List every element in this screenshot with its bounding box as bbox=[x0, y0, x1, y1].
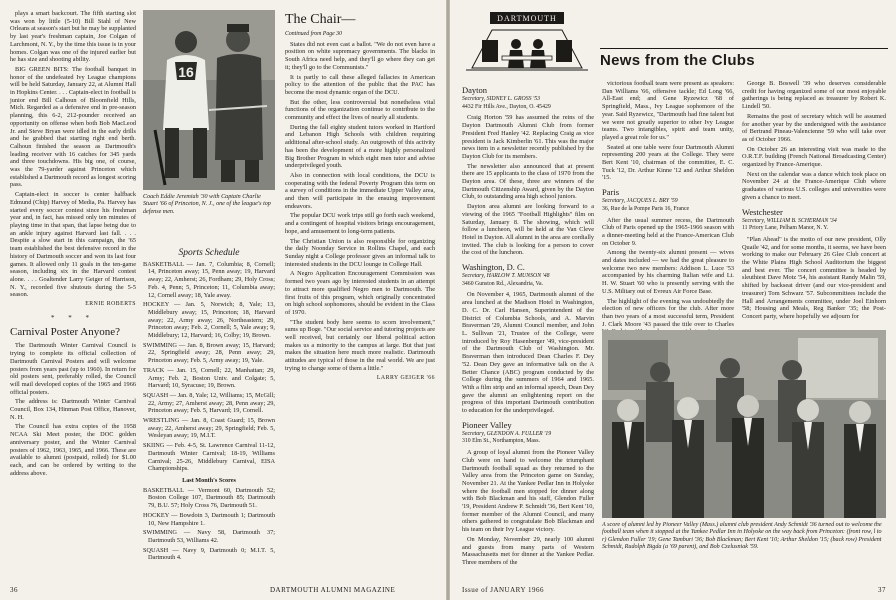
paragraph: On Monday, November 29, nearly 100 alumni and guests from many parts of Western Massachusetts met for dinner at the Yankee Pedlar. Three members of the bbox=[462, 535, 594, 566]
right-column-2 bbox=[602, 80, 734, 328]
club-heading-washington: Washington, D. C. bbox=[462, 262, 525, 273]
paragraph: Captain-elect in soccer is center halfback Edmund (Chip) Harvey of Media, Pa. Harvey has started every soccer contest since his freshman year and, in fact, has missed only ten minutes of playing time in that span, that lapse being due to an ankle injury against Harvard last fall. . . . Despite a slow start in this campaign, the '65 team established the best defensive record in the history of Dartmouth soccer and won its last four games. It allowed only 11 goals in the ten-game season, including six in the Harvard contest alone. . . . Goaltender Larry Geiger of Harrison, N. Y., recorded five shutouts during the 5-5 season. bbox=[10, 191, 136, 299]
paragraph: But the other, less controversial but nonetheless vital functions of the organization continue to contribute to the community and effect the lives of nearly all students. bbox=[285, 98, 435, 122]
issue-date: Issue of JANUARY 1966 bbox=[462, 586, 544, 594]
magazine-name: DARTMOUTH ALUMNI MAGAZINE bbox=[270, 586, 396, 594]
score-swimming: SWIMMING — Navy 58, Dartmouth 37; Dartmouth 53, Williams 42. bbox=[143, 529, 275, 544]
paragraph: During the fall eighty student tutors worked in Hartford and Lebanon High Schools with children requiring additional after-school study. An outgrowth of this activity has been the development of a more highly personalized Big Brother Program in which eight men tutor and advise underprivileged youth. bbox=[285, 123, 435, 170]
paragraph: Among the twenty-six alumni present — wives and dates included — we had the great pleasure to welcome two new members: Addison L. Luce '53 accompanied by his charming Italian wife and Lt. H. W. Stuart '60 who is presently serving with the U.S. Military out of Evreux Air Force Base. bbox=[602, 249, 734, 295]
club-secretary: Secretary, GLENDON A. FULLER '19 bbox=[462, 430, 552, 437]
left-column-1 bbox=[10, 10, 136, 590]
paragraph: The popular DCU work trips still go forth each weekend, and a contingent of hospital visitors brings encouragement, hope, and amusement to long-term patients. bbox=[285, 212, 435, 235]
schedule-basketball: BASKETBALL — Jan. 7, Columbia; 8, Cornell; 14, Princeton away; 15, Penn away; 19, Harvard away; 22, Amherst; 26, Fordham; 29, Holy Cross; Feb. 4, Penn; 5, Princeton; 11, Columbia away; 12, Cornell away; 18, Yale away. bbox=[143, 260, 275, 299]
masthead-illustration bbox=[462, 10, 592, 72]
left-page bbox=[0, 0, 446, 600]
club-heading-dayton: Dayton bbox=[462, 85, 488, 95]
club-secretary: Secretary, SIDNEY L. GROSS '53 bbox=[462, 96, 540, 102]
club-address: 4432 Fir Hills Ave., Dayton, O. 45429 bbox=[462, 103, 551, 110]
paragraph: "The student body here seems to scorn involvement," sums up Boge. "Our social service and tutoring projects are well received, but certainly our liberal political action makes us a minority to the campus at large. But that just makes the situation here much more realistic. Dartmouth attitudes are typical of those in the real world. We are just trying to change some of them a little." bbox=[285, 318, 435, 372]
page-number: 36 bbox=[10, 586, 18, 594]
paragraph: The Christian Union is also responsible for organizing the daily Noonday Service in Rollins Chapel, and each Sunday night a College professor gives an informal talk to interested students in the DCU lounge in College Hall. bbox=[285, 237, 435, 268]
schedule-skiing: SKIING — Feb. 4-5, St. Lawrence Carnival 11-12, Dartmouth Winter Carnival; 18-19, Williams Carnival; 25-26, Middlebury Carnival, EISA Championships. bbox=[143, 442, 275, 473]
scores-title: Last Month's Scores bbox=[182, 476, 236, 484]
schedule-track: TRACK — Jan. 15, Cornell; 22, Manhattan; 29, Army; Feb. 2, Boston Univ. and Colgate; 5, Harvard; 10, Syracuse; 19, Brown. bbox=[143, 366, 275, 390]
photo-caption: Coach Eddie Jeremiah '30 with Captain Charlie Stuart '66 of Princeton, N. J., one of the league's top defense men. bbox=[143, 194, 271, 215]
paragraph: Remains the post of secretary which will be assumed for another year by the undersigned with the assistance of Bertrand Pineau-Valencienne '59 who will take over as of October 1966. bbox=[742, 112, 886, 143]
alumni-group-photo bbox=[602, 330, 886, 518]
byline: ERNIE ROBERTS bbox=[85, 301, 136, 308]
paragraph: BIG GREEN BITS: The football banquet in honor of the undefeated Ivy League champions will be held Saturday, January 22, at Alumni Hall in Hopkins Center. . . . Captain-elect in football is junior end Bill Calhoun of Bloomfield Hills, Mich. Regarded as a defensive end in pre-season planning, this 6-2, 212-pounder received an opportunity on offense when both Bob MacLeod Jr. and Steve Bryan were idled in the early drills and he grabbed that starting right end berth. Calhoun finished the season as Dartmouth's leading receiver with 16 catches for 345 yards and three touchdowns. His big one, of course, was the 79-yarder against Princeton which established a Dartmouth record as longest scoring pass. bbox=[10, 65, 136, 189]
paragraph: On October 26 an interesting visit was made to the O.R.T.F. building (French National Broadcasting Center) organized by France-Amerique. bbox=[742, 145, 886, 169]
paragraph: Dayton area alumni are looking forward to a viewing of the 1965 "Football Highlights" film on Saturday, January 8. The showing, which will follow a luncheon, will be held at the Van Cleve Hotel in Dayton. All alumni in the area are cordially invited. The club is looking for a person to cover the cost of the luncheon. bbox=[462, 203, 594, 257]
paragraph: On November 4, 1965, Dartmouth alumni of the area lunched at the Madison Hotel in Washington, D. C. Dr. Carl Hansen, Superintendent of the District of Columbia Schools, and A. Marvin Braverman '29, Alumni Council member, and John L. Sullivan '21, Trustee of the College, were introduced by Roy Hasenberger '49, vice-president of the Dartmouth Club of Washington. Mr. Braverman then introduced Dean Charles F. Dey '52. Dean Dey gave an informative talk on the A Better Chance (ABC) program conducted by the College during the summers of 1964 and 1965. With a film strip and an informal speech, Dean Dey gave the alumni an enlightening report on the progress of this important Dartmouth contribution to education for the underprivileged. bbox=[462, 291, 594, 415]
schedule-wrestling: WRESTLING — Jan. 8, Coast Guard; 15, Brown away; 22, Amherst away; 29, Springfield; Feb. 5, Wesleyan away; 19, M.I.T. bbox=[143, 417, 275, 440]
right-column-1 bbox=[462, 80, 594, 580]
club-address: 310 Elm St., Northampton, Mass. bbox=[462, 438, 540, 445]
jersey-number: 16 bbox=[178, 64, 194, 80]
continued-note: Continued from Page 30 bbox=[285, 31, 342, 37]
club-secretary: Secretary, HARLOW T. MUNSON '48 bbox=[462, 273, 550, 280]
masthead-sign-text: DARTMOUTH bbox=[497, 14, 557, 23]
paragraph: Also in connection with local conditions, the DCU is cooperating with the federal Poverty Program this term on a survey of conditions in the immediate Upper Valley area, and then will participate in the ensuing improvement endeavors. bbox=[285, 171, 435, 210]
schedule-list bbox=[143, 261, 275, 473]
group-photo-caption: A score of alumni led by Pioneer Valley (Mass.) alumni club president Andy Schmidt '36 turned out to welcome the football team when it stopped at the Yankee Pedlar Inn in Holyoke on the way back from Princeton: (front row, l to r) Glendon Fuller '19; Gene Tamburi '36; Bob Blackman; Bert Kent '10; Arthur Sheldon '15; (back row) President Schmidt, Rudolph Bigda (a '69 parent), and Bob Czelusniak '59. bbox=[602, 522, 882, 551]
club-heading-westchester: Westchester bbox=[742, 206, 783, 217]
section-divider: * * * bbox=[51, 313, 95, 322]
schedule-hockey: HOCKEY — Jan. 5, Norwich; 8, Yale; 13, Middlebury away; 15, Princeton; 18, Harvard away; 22, Army away; 26, Northeastern; 29, Princeton away; Feb. 2, Cornell; 5, Yale away; 9, Middlebury; 12, Harvard; 16, Colby; 19, Brown. bbox=[143, 301, 275, 340]
article-headline: Carnival Poster Anyone? bbox=[10, 326, 120, 339]
paragraph: George B. Boswell '39 who deserves considerable credit for having organized some of our most enjoyable gatherings is being replaced as treasurer by Robert K. Lindell '50. bbox=[742, 80, 886, 111]
paragraph: The address is: Dartmouth Winter Carnival Council, Box 134, Hinman Post Office, Hanover, N. H. bbox=[10, 398, 136, 421]
page-number: 37 bbox=[878, 586, 886, 594]
club-secretary: Secretary, JACQUES L. BRY '59 bbox=[602, 198, 678, 205]
paragraph: It is partly to call these alleged fallacies in American policy to the attention of the public that the PAC has become the most dynamic organ of the DCU. bbox=[285, 73, 435, 96]
byline: LARRY GEIGER '66 bbox=[376, 374, 435, 381]
paragraph: The newsletter also announced that at present there are 15 applicants to the class of 1970 from the Dayton area. Of these, three are winners of the Dartmouth Citizenship Award, given by the Dayton Club, to outstanding area high school juniors. bbox=[462, 162, 594, 201]
paragraph: plays a smart backcourt. The fifth starting slot was won by little (5-10) Bill Stahl of New Orleans at season's start but he may be supplanted by last year's freshman captain, Joe Colgan of Larchmont, N. Y., by the time this issue is in your homes. Colgan was one of the injured earlier but he has size and shooting ability. bbox=[10, 10, 136, 64]
left-column-3 bbox=[285, 10, 435, 590]
title-rule bbox=[600, 48, 888, 49]
paragraph: Craig Horton '59 has assumed the reins of the Dayton Dartmouth Alumni Club from former President Fred Hanley '42. Replacing Craig as vice president is Jack Kimberlin '61. This was the major news item in a newsletter recently published by the Dayton Club for its members. bbox=[462, 114, 594, 160]
group-photo-illustration bbox=[602, 330, 886, 518]
paragraph: Next on the calendar was a dance which took place on November 24 at the France-Amerique Club where graduates of various U.S. colleges and universities were given a chance to meet. bbox=[742, 170, 886, 201]
hockey-photo-illustration bbox=[143, 10, 275, 190]
masthead-drawing bbox=[462, 10, 592, 72]
hockey-photo bbox=[143, 10, 275, 190]
club-heading-pioneer-valley: Pioneer Valley bbox=[462, 419, 512, 430]
sports-schedule bbox=[143, 246, 275, 576]
section-title: News from the Clubs bbox=[600, 52, 755, 69]
right-column-3 bbox=[742, 80, 886, 324]
paragraph: victorious football team were present as speakers: Dan Williams '66, offensive tackle; Ed Long '66, All-East end; and Gene Ryzewicz '68 of Springfield, Mass., Ivy League sophomore of the year. Said Ryzewicz, "Dartmouth had fine talent but we were not greatly superior to other Ivy League teams. Two intangibles, spirit and team unity, played a great role for us." bbox=[602, 80, 734, 141]
paragraph: Seated at one table were four Dartmouth Alumni representing 200 years at the College. They were Bert Kent '10, chairman of the committee, E. C. Tuck '12, Dr. Arthur Kinne '12 and Arthur Sheldon '15. bbox=[602, 143, 734, 182]
schedule-squash: SQUASH — Jan. 8, Yale; 12, Williams; 15, McGill; 22, Army; 27, Amherst away; 28, Penn away; 29, Princeton away; Feb. 5, Harvard; 19, Cornell. bbox=[143, 391, 275, 415]
paragraph: A Negro Application Encouragement Commission was formed two years ago by interested students in an attempt to attract more qualified Negro men to Dartmouth. The first fruits of this program, which originally concentrated on high school sophomores, should be evident in the Class of 1970. bbox=[285, 270, 435, 316]
paragraph: After the usual summer recess, the Dartmouth Club of Paris opened up the 1965-1966 season with a dinner-meeting held at the France-American Club on October 9. bbox=[602, 216, 734, 247]
club-heading-paris: Paris bbox=[602, 187, 619, 198]
schedule-swimming: SWIMMING — Jan. 8, Brown away; 15, Harvard; 22, Springfield away; 28, Penn away; 29, Princeton away; Feb. 5, Army away; 19, Yale. bbox=[143, 341, 275, 365]
score-hockey: HOCKEY — Bowdoin 3, Dartmouth 1; Dartmouth 10, New Hampshire 1. bbox=[143, 511, 275, 527]
paragraph: "Plan Ahead" is the motto of our new president, Olly Quaile '42, and for some months, it seems, we have been working to make our February 26 Glee Club concert at the White Plains High School Auditorium the biggest and best ever. The concert committee is headed by sleuthiest Dave Motz '54, his assistant Randy Malin '59, shifted by backseat driver (and our vice-president and treasurer) Tom Schwarz '57. Subcommittees include the Hall and Arrangements committee, under Joel Einhorn '58; Housing and Meals, Reg Banker '35; the Post-Concert party, where hopefully we adjourn for bbox=[742, 235, 886, 320]
club-address: 36, Rue de la Pompe Paris 16, France bbox=[602, 205, 690, 212]
paragraph: The Council has extra copies of the 1958 NCAA Ski Meet poster, the DOC golden anniversary poster, and the Winter Carnival posters of 1962, 1963, 1965, and 1966. These are available to alumni (postpaid, rolled) for $1.00 each, and can be ordered by writing to the address above. bbox=[10, 423, 136, 477]
paragraph: The Dartmouth Winter Carnival Council is trying to complete its official collection of Dartmouth Carnival Posters and will welcome posters from years past (up to 1960). In return for old posters sent, preferably rolled, the Council will mail developed copies of the 1965 and 1966 official posters. bbox=[10, 342, 136, 396]
score-basketball: BASKETBALL — Vermont 60, Dartmouth 52; Boston College 107, Dartmouth 85; Dartmouth 79, B.U. 57; Holy Cross 76, Dartmouth 51. bbox=[143, 486, 275, 510]
club-address: 3460 Gunston Rd., Alexandria, Va. bbox=[462, 280, 544, 287]
schedule-title: Sports Schedule bbox=[178, 248, 240, 258]
club-secretary: Secretary, WILLIAM B. SCHERMAN '34 bbox=[742, 217, 837, 224]
paragraph: States did not even cast a ballot. "We do not even have a position on white supremacy governments. The blacks in South Africa need help, and they'll go where they can get it; they'll go to the Communists." bbox=[285, 40, 435, 71]
scores-list bbox=[143, 487, 275, 562]
paragraph: The highlight of the evening was undoubtedly the election of new officers for the club. After more than two years of a most successful term, President J. Clark Moore '43 passed the title over to Charles bbox=[602, 297, 734, 328]
club-address: 11 Priory Lane, Pelham Manor, N. Y. bbox=[742, 225, 829, 232]
article-title: The Chair— bbox=[285, 12, 356, 27]
score-squash: SQUASH — Navy 9, Dartmouth 0; M.I.T. 5, Dartmouth 4. bbox=[143, 546, 275, 562]
paragraph: A group of loyal alumni from the Pioneer Valley Club were on hand to welcome the triumphant Dartmouth football squad as they returned to the Valley area from the Princeton game on Sunday, November 21. At the Yankee Pedlar Inn in Holyoke where the football men stopped for dinner along with Bob Blackman and his staff, Glendon Fuller '19, President Andrew P. Schmidt '36, Bert Kent '10, former member of the Alumni Council, and many others gathered to congratulate Bob Blackman and his team on their Ivy League victory. bbox=[462, 449, 594, 534]
right-page bbox=[450, 0, 896, 600]
